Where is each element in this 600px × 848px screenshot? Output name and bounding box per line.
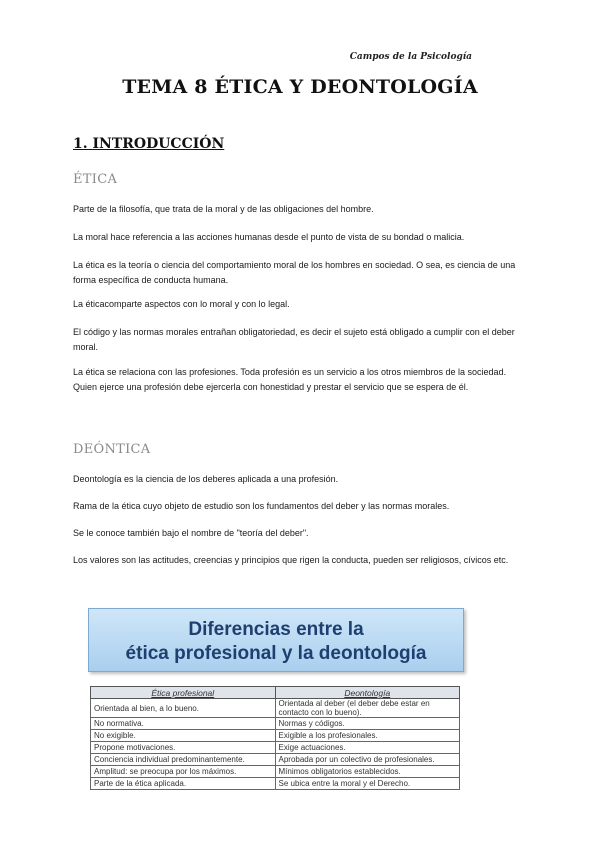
- table-cell: Parte de la ética aplicada.: [91, 778, 276, 790]
- paragraph: Parte de la filosofía, que trata de la moral y de las obligaciones del hombre.: [73, 204, 374, 214]
- table-row: [91, 754, 460, 766]
- paragraph: Deontología es la ciencia de los deberes aplicada a una profesión.: [73, 474, 339, 484]
- page-title: TEMA 8 ÉTICA Y DEONTOLOGÍA: [122, 76, 478, 98]
- comparison-table: [90, 686, 460, 790]
- table-row: [91, 778, 460, 790]
- paragraph: El código y las normas morales entrañan obligatoriedad, es decir el sujeto está obligado a cumplir con el deber moral.: [73, 327, 515, 352]
- table-cell: Conciencia individual predominantemente.: [91, 754, 276, 766]
- paragraph: Se le conoce también bajo el nombre de "teoría del deber".: [73, 528, 309, 538]
- table-cell: No exigible.: [91, 730, 276, 742]
- table-row: [91, 766, 460, 778]
- table-cell: Mínimos obligatorios establecidos.: [275, 766, 460, 778]
- table-cell: Se ubica entre la moral y el Derecho.: [275, 778, 460, 790]
- table-row: [91, 742, 460, 754]
- table-cell: No normativa.: [91, 718, 276, 730]
- paragraph: Los valores son las actitudes, creencias y principios que rigen la conducta, pueden ser religiosos, cívicos etc.: [73, 555, 509, 565]
- paragraph: La ética es la teoría o ciencia del comportamiento moral de los hombres en sociedad. O sea, es ciencia de una forma específica de conducta humana.: [73, 260, 516, 285]
- table-cell: Exige actuaciones.: [275, 742, 460, 754]
- banner-title-line-1: Diferencias entre la: [188, 619, 364, 640]
- table-cell: Exigible a los profesionales.: [275, 730, 460, 742]
- table-cell: Propone motivaciones.: [91, 742, 276, 754]
- figure-banner: [88, 608, 464, 672]
- paragraph: La éticacomparte aspectos con lo moral y con lo legal.: [73, 299, 290, 309]
- table-row: [91, 718, 460, 730]
- header-note: Campos de la Psicología: [349, 52, 472, 62]
- subheading-etica: ÉTICA: [73, 172, 118, 187]
- paragraph: La moral hace referencia a las acciones humanas desde el punto de vista de su bondad o malicia.: [73, 232, 465, 242]
- paragraph: Rama de la ética cuyo objeto de estudio son los fundamentos del deber y las normas morales.: [73, 501, 450, 511]
- paragraph: La ética se relaciona con las profesiones. Toda profesión es un servicio a los otros miembros de la sociedad. Quien ejerce una profesión debe ejercerla con honestidad y prestar el servicio que se espera de él.: [73, 367, 507, 392]
- comparison-figure: [88, 600, 466, 810]
- table-cell: Amplitud: se preocupa por los máximos.: [91, 766, 276, 778]
- column-header-etica: Ética profesional: [91, 687, 276, 699]
- table-row: [91, 699, 460, 718]
- table-header-row: [91, 687, 460, 699]
- table-cell: Orientada al bien, a lo bueno.: [91, 699, 276, 718]
- banner-title-line-2: ética profesional y la deontología: [125, 643, 427, 664]
- section-heading-introduccion: 1. INTRODUCCIÓN: [73, 136, 225, 152]
- table-row: [91, 730, 460, 742]
- subheading-deontica: DEÓNTICA: [73, 442, 151, 457]
- table-cell: Normas y códigos.: [275, 718, 460, 730]
- table-cell: Aprobada por un colectivo de profesionales.: [275, 754, 460, 766]
- column-header-deontologia: Deontología: [275, 687, 460, 699]
- table-cell: Orientada al deber (el deber debe estar en contacto con lo bueno).: [275, 699, 460, 718]
